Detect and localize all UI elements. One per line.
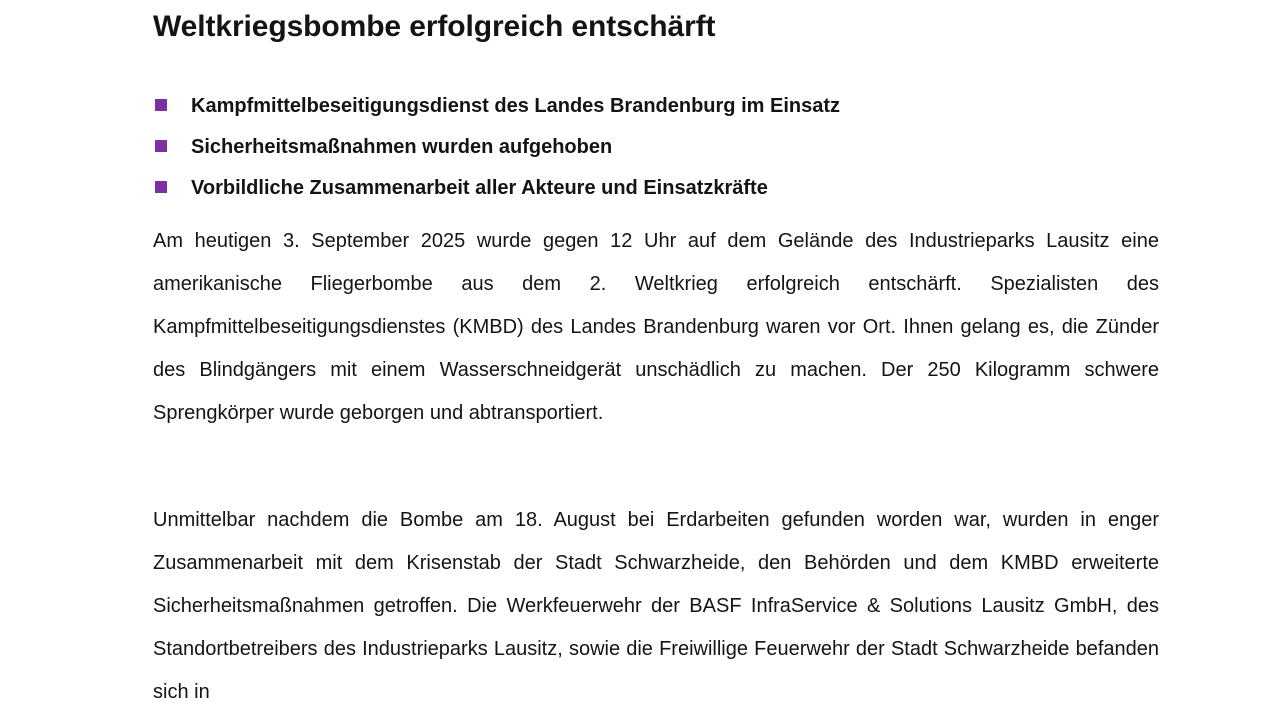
- page-title: Weltkriegsbombe erfolgreich entschärft: [153, 10, 716, 43]
- body-paragraph: Unmittelbar nachdem die Bombe am 18. August bei Erdarbeiten gefunden worden war, wurden in enger Zusammenarbeit mit dem Krisenstab der Stadt Schwarzheide, den Behörden und dem KMBD erweiterte Sicherheitsmaßnahmen getroffen. Die Werkfeuerwehr der BASF InfraService & Solutions Lausitz GmbH, des Standortbetreibers des Industrieparks Lausitz, sowie die Freiwillige Feuerwehr der Stadt Schwarzheide befanden sich in: [153, 509, 1159, 703]
- bullet-text: Sicherheitsmaßnahmen wurden aufgehoben: [191, 136, 613, 158]
- bullet-text: Vorbildliche Zusammenarbeit aller Akteure und Einsatzkräfte: [191, 177, 768, 199]
- square-bullet-icon: [155, 140, 167, 152]
- square-bullet-icon: [155, 181, 167, 193]
- square-bullet-icon: [155, 99, 167, 111]
- body-paragraph: Am heutigen 3. September 2025 wurde gegen 12 Uhr auf dem Gelände des Industrieparks Lausitz eine amerikanische Fliegerbombe aus dem 2. Weltkrieg erfolgreich entschärft. Spezialisten des Kampfmittelbeseitigungsdienstes (KMBD) des Landes Brandenburg waren vor Ort. Ihnen gelang es, die Zünder des Blindgängers mit einem Wasserschneidgerät unschädlich zu machen. Der 250 Kilogramm schwere Sprengkörper wurde geborgen und abtransportiert.: [153, 230, 1159, 424]
- bullet-text: Kampfmittelbeseitigungsdienst des Landes Brandenburg im Einsatz: [191, 95, 840, 117]
- document-page: [153, 0, 1159, 720]
